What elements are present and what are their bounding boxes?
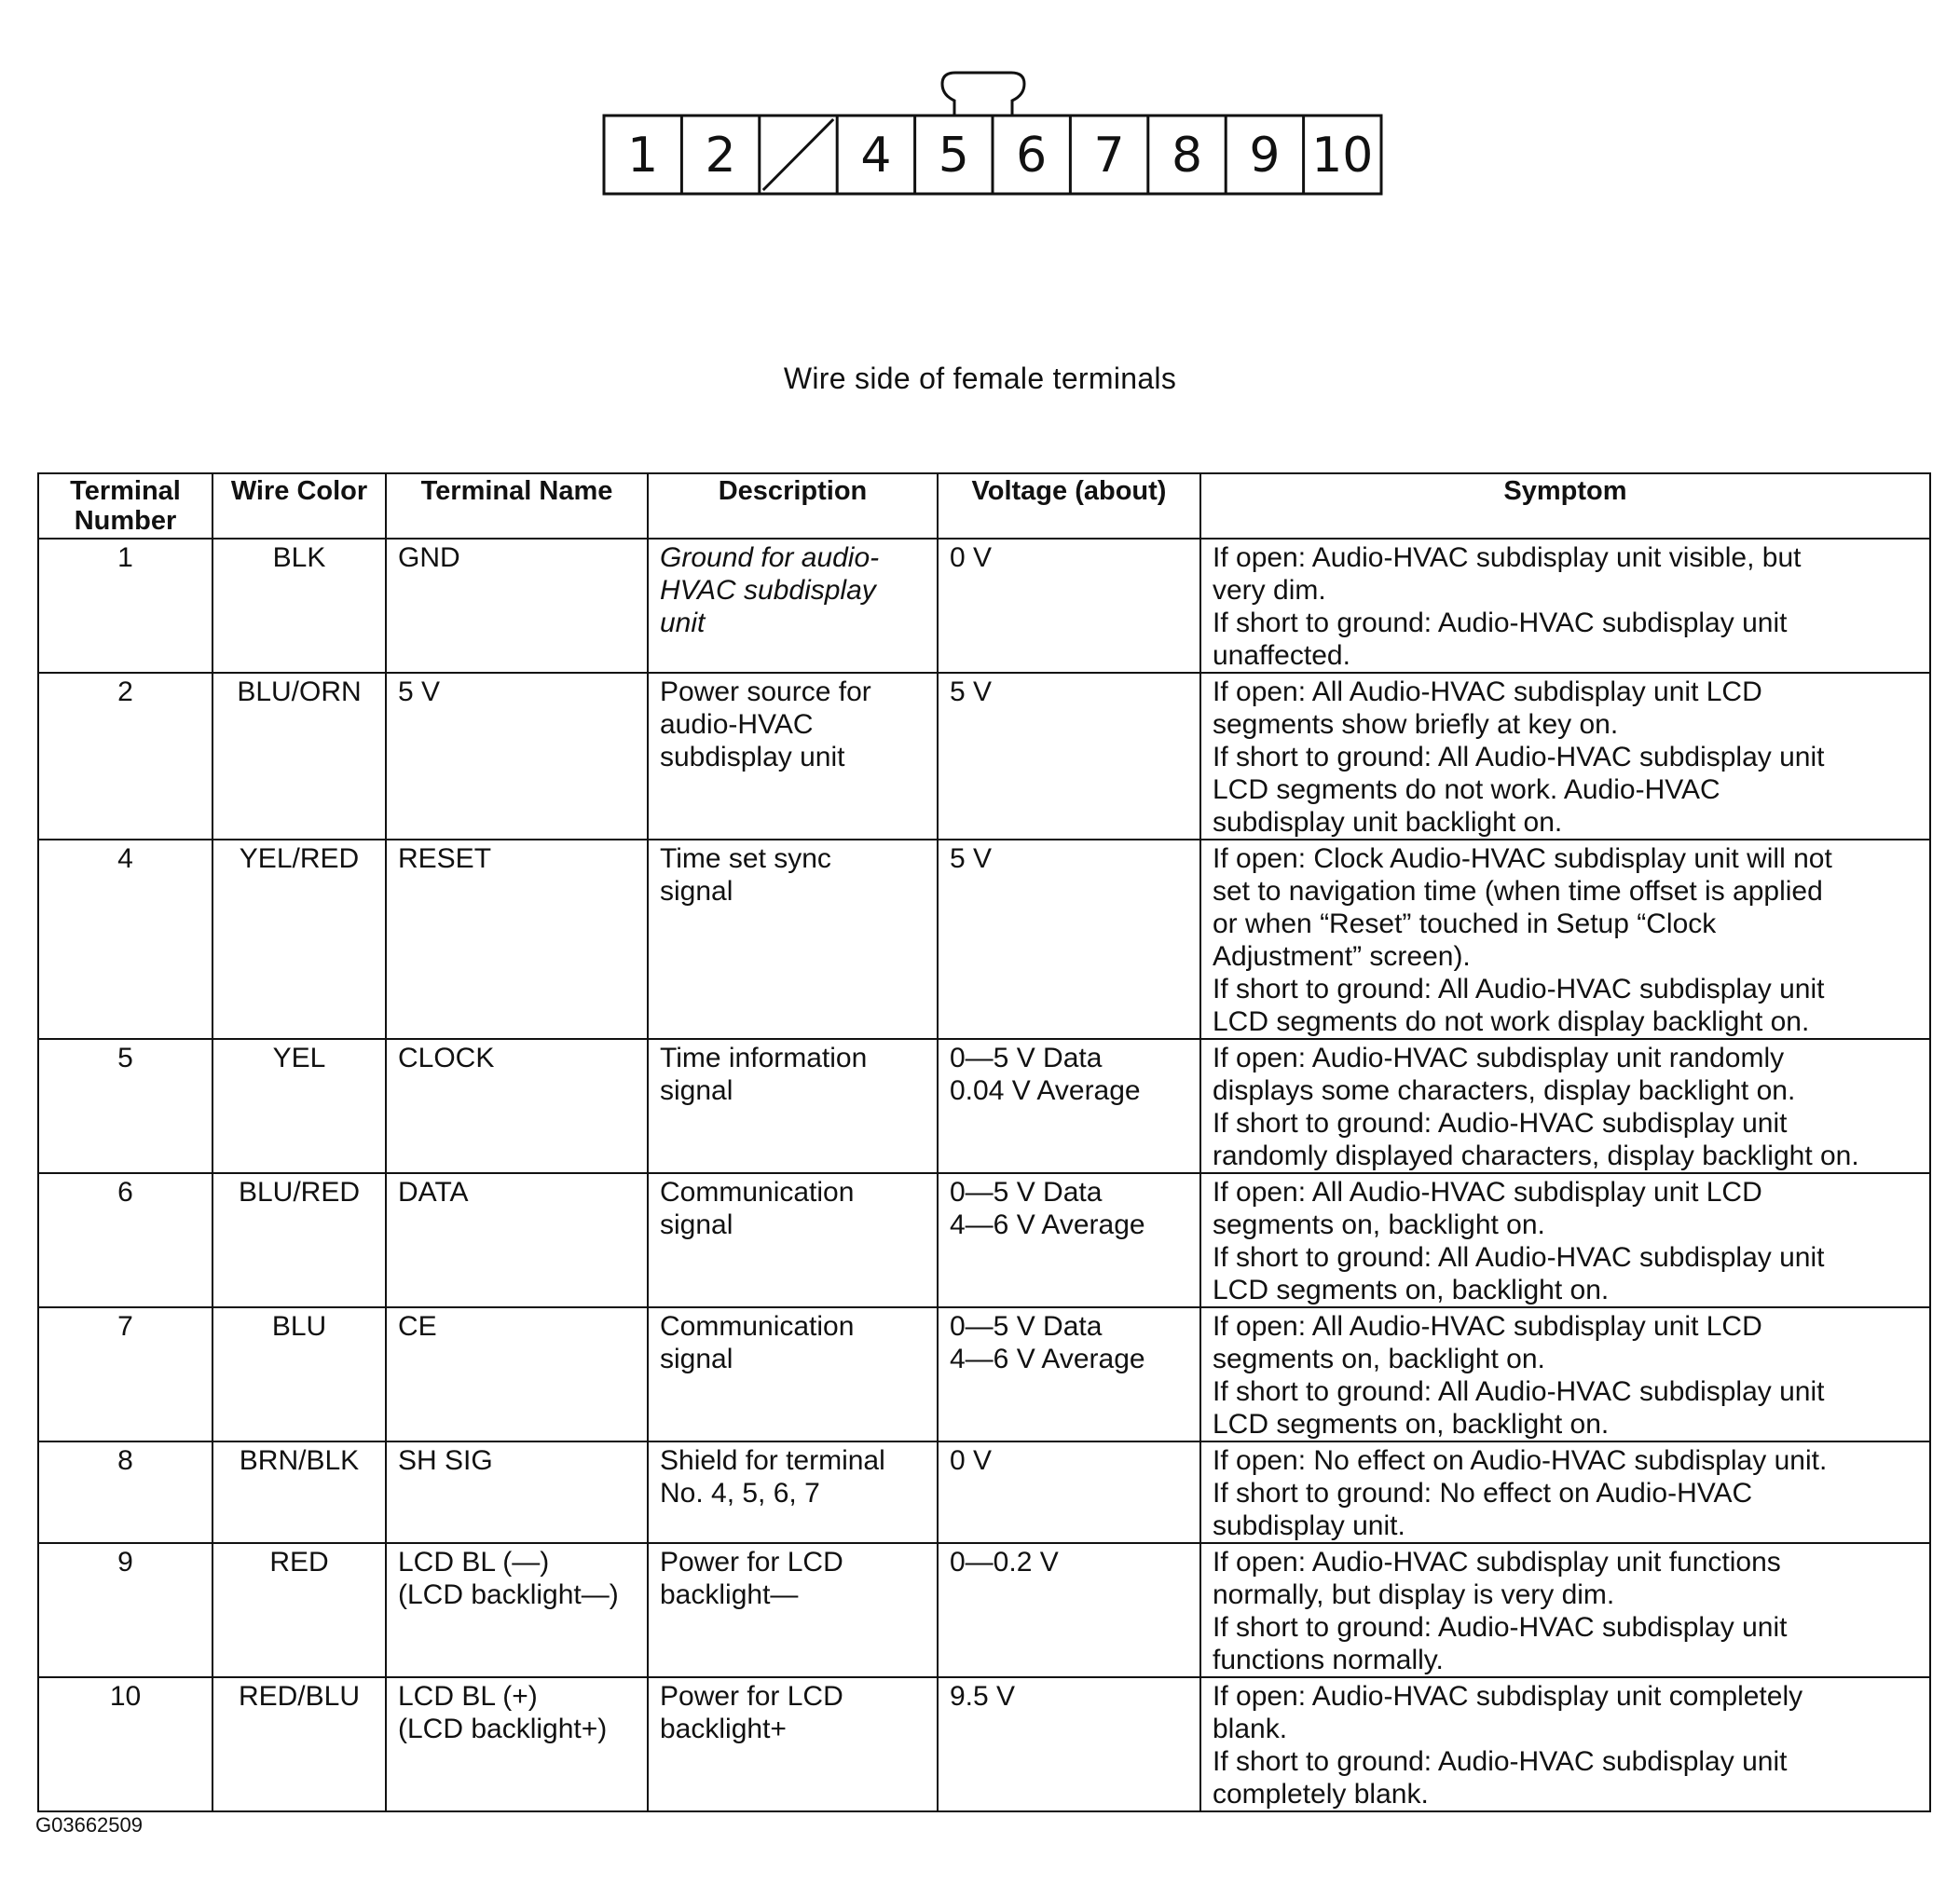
symptom-line: segments show briefly at key on. [1213, 709, 1619, 740]
terminal-number-cell: 4 [38, 840, 212, 1039]
header-wire-color: Wire Color [212, 473, 386, 539]
symptom-line: If short to ground: Audio-HVAC subdisplay unit [1213, 608, 1788, 638]
symptom-cell [1200, 1441, 1930, 1543]
terminal-name-cell [386, 1173, 648, 1307]
wire-color-cell: BRN/BLK [212, 1441, 386, 1543]
terminal-name-cell [386, 1307, 648, 1441]
symptom-line: LCD segments on, backlight on. [1213, 1409, 1610, 1440]
voltage-line: 0—0.2 V [950, 1547, 1059, 1578]
description-line: backlight— [660, 1579, 799, 1610]
wire-color-cell: BLU/ORN [212, 673, 386, 840]
symptom-line: If short to ground: Audio-HVAC subdisplay unit [1213, 1108, 1788, 1139]
wire-color-cell: BLU [212, 1307, 386, 1441]
symptom-line: functions normally. [1213, 1645, 1444, 1675]
voltage-cell [938, 1441, 1200, 1543]
terminal-name-cell [386, 1039, 648, 1173]
description-line: signal [660, 1344, 733, 1374]
symptom-line: unaffected. [1213, 640, 1350, 671]
terminal-name-cell [386, 1677, 648, 1811]
connector-diagram [601, 67, 1384, 198]
symptom-line: If open: Audio-HVAC subdisplay unit visible, but [1213, 542, 1802, 573]
connector-pin-6: 6 [1016, 128, 1048, 184]
voltage-cell [938, 1173, 1200, 1307]
symptom-line: LCD segments on, backlight on. [1213, 1275, 1610, 1305]
symptom-line: LCD segments do not work. Audio-HVAC [1213, 774, 1720, 805]
table-row [38, 539, 1930, 673]
figure-code: G03662509 [35, 1813, 143, 1837]
description-line: subdisplay unit [660, 742, 845, 772]
header-voltage: Voltage (about) [938, 473, 1200, 539]
terminal-name-cell [386, 840, 648, 1039]
description-line: unit [660, 608, 706, 638]
description-line: Shield for terminal [660, 1445, 885, 1476]
symptom-line: If open: Clock Audio-HVAC subdisplay unit will not [1213, 843, 1832, 874]
description-cell [648, 1677, 938, 1811]
name-line: 5 V [398, 676, 441, 707]
symptom-cell [1200, 1039, 1930, 1173]
voltage-line: 4—6 V Average [950, 1344, 1145, 1374]
connector-lock-tab [942, 73, 1024, 116]
symptom-cell [1200, 840, 1930, 1039]
symptom-line: If short to ground: All Audio-HVAC subdisplay unit [1213, 742, 1825, 772]
name-line: CLOCK [398, 1043, 495, 1073]
name-line: LCD BL (+) [398, 1681, 538, 1712]
table-header-row [38, 473, 1930, 539]
description-line: Time information [660, 1043, 868, 1073]
table-row [38, 1677, 1930, 1811]
wire-color-cell: YEL [212, 1039, 386, 1173]
symptom-cell [1200, 1677, 1930, 1811]
voltage-line: 9.5 V [950, 1681, 1016, 1712]
voltage-cell [938, 840, 1200, 1039]
symptom-line: If open: Audio-HVAC subdisplay unit randomly [1213, 1043, 1785, 1073]
description-line: Communication [660, 1311, 855, 1342]
voltage-line: 5 V [950, 676, 993, 707]
symptom-line: randomly displayed characters, display backlight on. [1213, 1141, 1859, 1171]
symptom-line: or when “Reset” touched in Setup “Clock [1213, 909, 1717, 939]
symptom-line: If short to ground: All Audio-HVAC subdisplay unit [1213, 1376, 1825, 1407]
connector-empty-slot-slash [763, 119, 833, 190]
table-row [38, 1307, 1930, 1441]
description-line: Power for LCD [660, 1681, 843, 1712]
terminal-number-cell: 8 [38, 1441, 212, 1543]
voltage-line: 4—6 V Average [950, 1209, 1145, 1240]
wire-color-cell: RED/BLU [212, 1677, 386, 1811]
wire-color-cell: RED [212, 1543, 386, 1677]
symptom-cell [1200, 673, 1930, 840]
symptom-line: segments on, backlight on. [1213, 1344, 1545, 1374]
symptom-line: subdisplay unit backlight on. [1213, 807, 1563, 838]
voltage-line: 0—5 V Data [950, 1177, 1103, 1208]
description-line: Time set sync [660, 843, 831, 874]
header-description: Description [648, 473, 938, 539]
description-cell [648, 1039, 938, 1173]
header-terminal-number: Terminal Number [38, 473, 212, 539]
description-line: Power source for [660, 676, 871, 707]
voltage-line: 0—5 V Data [950, 1043, 1103, 1073]
name-line: LCD BL (—) [398, 1547, 550, 1578]
name-line: RESET [398, 843, 492, 874]
terminal-number-cell: 10 [38, 1677, 212, 1811]
description-line: audio-HVAC [660, 709, 814, 740]
connector-pin-9: 9 [1249, 128, 1281, 184]
voltage-cell [938, 1307, 1200, 1441]
symptom-line: If open: All Audio-HVAC subdisplay unit LCD [1213, 1177, 1762, 1208]
name-line: (LCD backlight—) [398, 1579, 619, 1610]
connector-pin-8: 8 [1171, 128, 1203, 184]
terminal-name-cell [386, 1543, 648, 1677]
symptom-line: If open: No effect on Audio-HVAC subdisplay unit. [1213, 1445, 1828, 1476]
terminal-number-cell: 5 [38, 1039, 212, 1173]
connector-pin-1: 1 [627, 128, 659, 184]
symptom-line: Adjustment” screen). [1213, 941, 1471, 972]
description-cell [648, 539, 938, 673]
description-line: signal [660, 1075, 733, 1106]
symptom-cell [1200, 1543, 1930, 1677]
terminal-table [37, 472, 1931, 1812]
name-line: (LCD backlight+) [398, 1714, 608, 1744]
voltage-cell [938, 539, 1200, 673]
symptom-line: displays some characters, display backlight on. [1213, 1075, 1796, 1106]
terminal-number-cell: 1 [38, 539, 212, 673]
symptom-line: normally, but display is very dim. [1213, 1579, 1615, 1610]
name-line: CE [398, 1311, 437, 1342]
voltage-line: 0 V [950, 542, 993, 573]
voltage-line: 0.04 V Average [950, 1075, 1141, 1106]
symptom-line: If short to ground: Audio-HVAC subdisplay unit [1213, 1612, 1788, 1643]
symptom-line: If short to ground: No effect on Audio-HVAC [1213, 1478, 1753, 1509]
symptom-line: subdisplay unit. [1213, 1510, 1405, 1541]
terminal-number-cell: 9 [38, 1543, 212, 1677]
description-line: Communication [660, 1177, 855, 1208]
symptom-line: If open: All Audio-HVAC subdisplay unit LCD [1213, 1311, 1762, 1342]
symptom-line: If short to ground: All Audio-HVAC subdisplay unit [1213, 1242, 1825, 1273]
table-row [38, 1039, 1930, 1173]
header-symptom: Symptom [1200, 473, 1930, 539]
terminal-number-cell: 2 [38, 673, 212, 840]
symptom-cell [1200, 539, 1930, 673]
symptom-line: If open: All Audio-HVAC subdisplay unit LCD [1213, 676, 1762, 707]
terminal-name-cell [386, 673, 648, 840]
terminal-number-cell: 7 [38, 1307, 212, 1441]
description-line: signal [660, 1209, 733, 1240]
voltage-cell [938, 1543, 1200, 1677]
symptom-line: LCD segments do not work display backlight on. [1213, 1006, 1810, 1037]
symptom-line: If open: Audio-HVAC subdisplay unit functions [1213, 1547, 1781, 1578]
symptom-line: segments on, backlight on. [1213, 1209, 1545, 1240]
table-row [38, 1441, 1930, 1543]
description-line: backlight+ [660, 1714, 787, 1744]
description-cell [648, 673, 938, 840]
symptom-cell [1200, 1307, 1930, 1441]
terminal-name-cell [386, 539, 648, 673]
description-cell [648, 1307, 938, 1441]
table-row [38, 1543, 1930, 1677]
symptom-line: blank. [1213, 1714, 1288, 1744]
voltage-cell [938, 1039, 1200, 1173]
description-line: No. 4, 5, 6, 7 [660, 1478, 820, 1509]
table-row [38, 1173, 1930, 1307]
voltage-line: 0 V [950, 1445, 993, 1476]
name-line: DATA [398, 1177, 469, 1208]
name-line: GND [398, 542, 460, 573]
description-cell [648, 840, 938, 1039]
connector-pin-10: 10 [1311, 128, 1374, 184]
description-cell [648, 1543, 938, 1677]
connector-pin-7: 7 [1093, 128, 1125, 184]
name-line: SH SIG [398, 1445, 493, 1476]
voltage-cell [938, 673, 1200, 840]
connector-pin-4: 4 [860, 128, 892, 184]
header-terminal-name: Terminal Name [386, 473, 648, 539]
symptom-line: very dim. [1213, 575, 1326, 606]
symptom-line: set to navigation time (when time offset is applied [1213, 876, 1823, 907]
description-line: signal [660, 876, 733, 907]
description-line: Ground for audio- [660, 542, 880, 573]
symptom-line: If open: Audio-HVAC subdisplay unit completely [1213, 1681, 1803, 1712]
terminal-number-cell: 6 [38, 1173, 212, 1307]
description-line: Power for LCD [660, 1547, 843, 1578]
description-line: HVAC subdisplay [660, 575, 876, 606]
voltage-line: 0—5 V Data [950, 1311, 1103, 1342]
symptom-line: completely blank. [1213, 1779, 1429, 1810]
symptom-cell [1200, 1173, 1930, 1307]
wire-color-cell: BLK [212, 539, 386, 673]
wire-color-cell: BLU/RED [212, 1173, 386, 1307]
connector-pin-5: 5 [938, 128, 969, 184]
symptom-line: If short to ground: All Audio-HVAC subdisplay unit [1213, 974, 1825, 1004]
terminal-name-cell [386, 1441, 648, 1543]
wire-color-cell: YEL/RED [212, 840, 386, 1039]
description-cell [648, 1441, 938, 1543]
table-row [38, 673, 1930, 840]
voltage-cell [938, 1677, 1200, 1811]
connector-pin-2: 2 [705, 128, 736, 184]
description-cell [648, 1173, 938, 1307]
table-row [38, 840, 1930, 1039]
diagram-caption: Wire side of female terminals [783, 362, 1177, 395]
voltage-line: 5 V [950, 843, 993, 874]
symptom-line: If short to ground: Audio-HVAC subdisplay unit [1213, 1746, 1788, 1777]
